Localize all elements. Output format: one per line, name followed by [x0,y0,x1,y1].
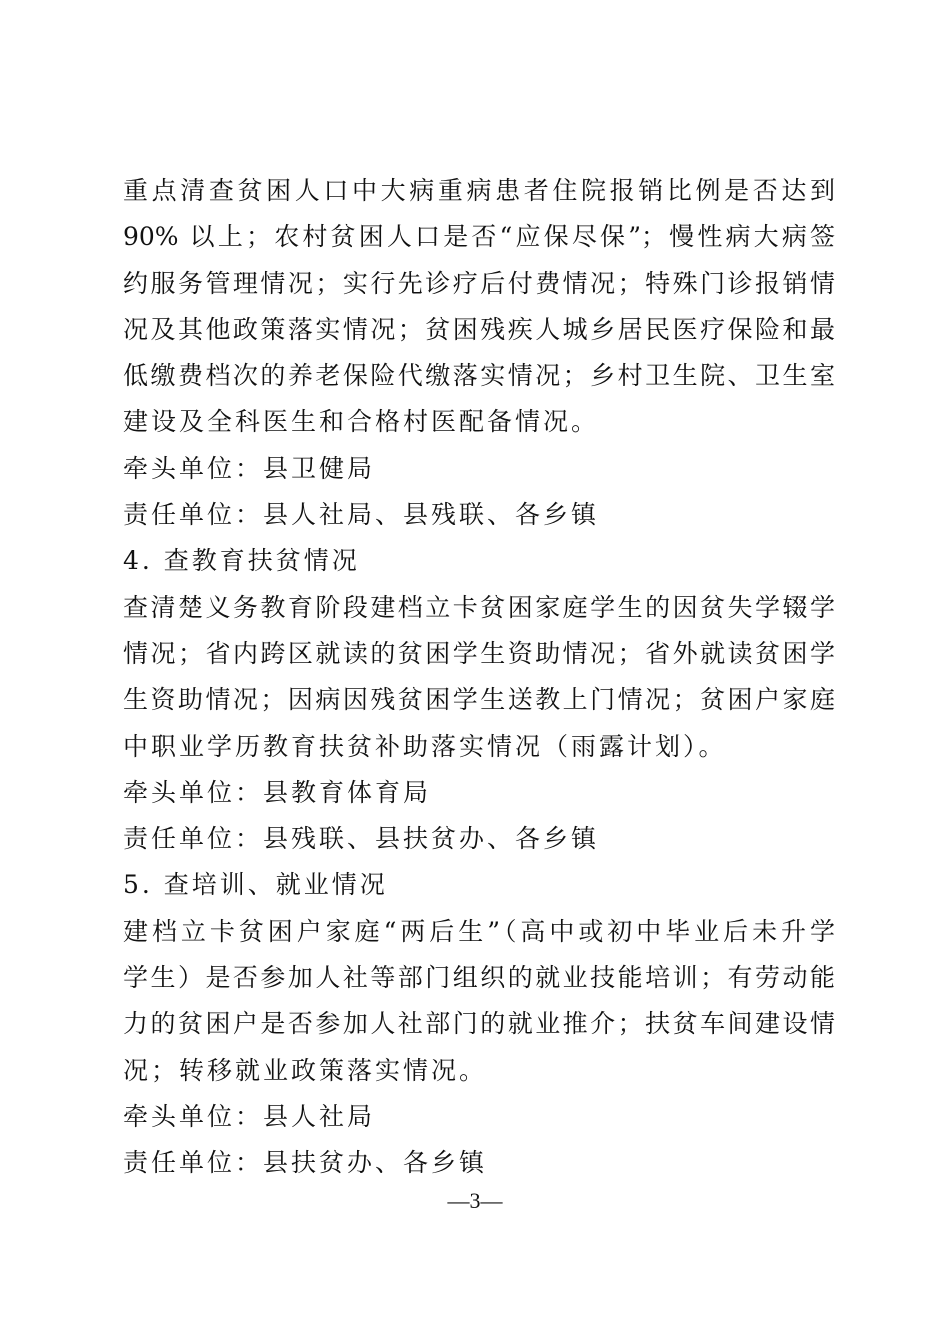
paragraph-line: 学生）是否参加人社等部门组织的就业技能培训；有劳动能 [123,963,835,993]
paragraph-line: 90% 以上；农村贫困人口是否“应保尽保”；慢性病大病签 [123,222,835,252]
responsible-unit-line: 责任单位：县扶贫办、各乡镇 [123,1148,488,1178]
paragraph-line: 力的贫困户是否参加人社部门的就业推介；扶贫车间建设情 [123,1009,835,1039]
paragraph-line: 况；转移就业政策落实情况。 [123,1055,488,1085]
paragraph-line: 中职业学历教育扶贫补助落实情况（雨露计划）。 [123,731,727,761]
paragraph-line: 低缴费档次的养老保险代缴落实情况；乡村卫生院、卫生室 [123,361,835,391]
paragraph-line: 建档立卡贫困户家庭“两后生”（高中或初中毕业后未升学 [123,916,835,946]
page-number: —3— [447,1188,503,1213]
paragraph-line: 重点清查贫困人口中大病重病患者住院报销比例是否达到 [123,176,835,205]
paragraph-line: 情况；省内跨区就读的贫困学生资助情况；省外就读贫困学 [123,638,835,668]
paragraph-line: 建设及全科医生和合格村医配备情况。 [123,407,600,437]
paragraph-line: 查清楚义务教育阶段建档立卡贫困家庭学生的因贫失学辍学 [123,592,835,622]
section-heading: 5. 查培训、就业情况 [123,870,388,900]
paragraph-line: 生资助情况；因病因残贫困学生送教上门情况；贫困户家庭 [123,685,835,715]
paragraph-line: 约服务管理情况；实行先诊疗后付费情况；特殊门诊报销情 [123,268,835,298]
paragraph-line: 况及其他政策落实情况；贫困残疾人城乡居民医疗保险和最 [123,314,835,344]
responsible-unit-line: 责任单位：县残联、县扶贫办、各乡镇 [123,824,600,854]
lead-unit-line: 牵头单位：县卫健局 [123,453,376,483]
section-heading: 4. 查教育扶贫情况 [123,546,360,576]
lead-unit-line: 牵头单位：县人社局 [123,1101,376,1131]
lead-unit-line: 牵头单位：县教育体育局 [123,777,432,807]
responsible-unit-line: 责任单位：县人社局、县残联、各乡镇 [123,500,600,530]
document-body [123,168,835,1187]
